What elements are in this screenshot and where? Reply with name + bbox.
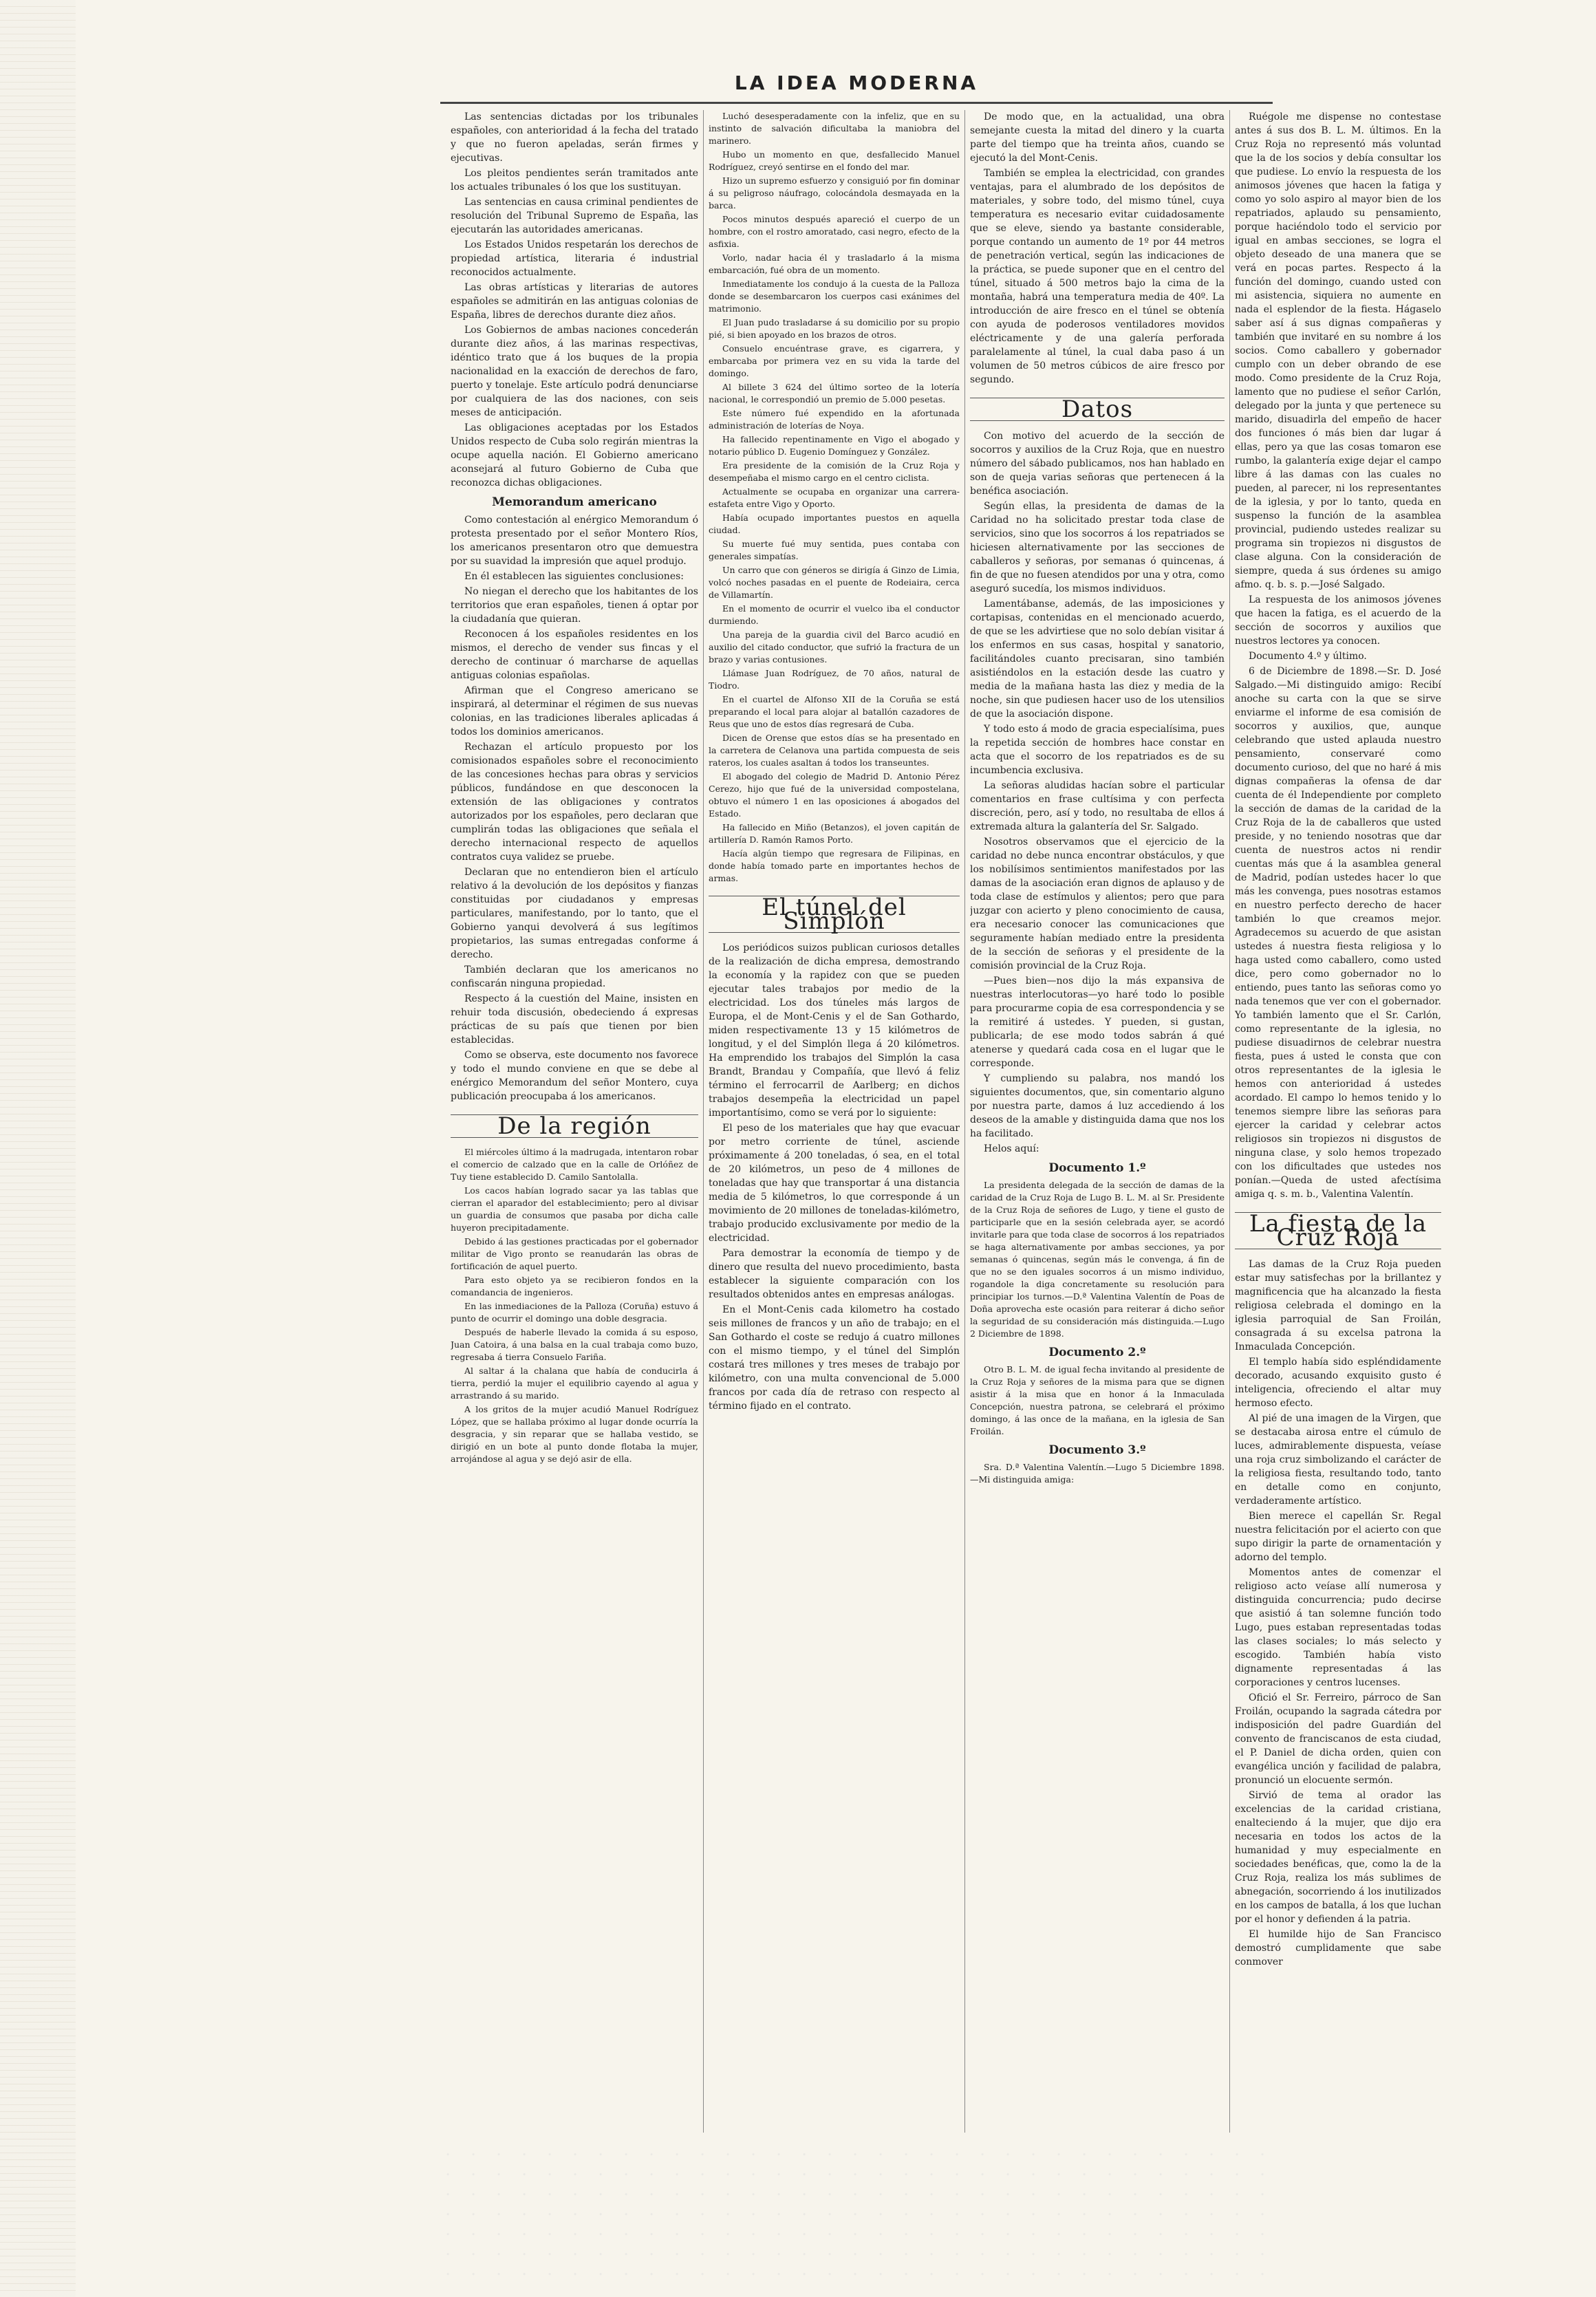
paragraph: Los cacos habían logrado sacar ya las tablas que cierran el aparador del establecimiento; pero al divisar un guardia de consumos que pasaba por dicha calle huyeron precipitadamente. (451, 1185, 698, 1233)
paragraph: Ha fallecido repentinamente en Vigo el abogado y notario público D. Eugenio Domínguez y González. (709, 434, 960, 457)
paragraph: Consuelo encuéntrase grave, es cigarrera, y embarcaba por primera vez en su vida la tarde del domingo. (709, 343, 960, 378)
paragraph: En él establecen las siguientes conclusiones: (464, 571, 684, 582)
col1-paragraphs (451, 110, 698, 490)
paragraph: Documento 4.º y último. (1249, 651, 1367, 662)
paragraph: Hacía algún tiempo que regresara de Filipinas, en donde había tomado parte en importantes hechos de armas. (709, 848, 960, 883)
column-divider (703, 110, 704, 2133)
paragraph: En las inmediaciones de la Palloza (Coruña) estuvo á punto de ocurrir el domingo una doble desgracia. (451, 1301, 698, 1324)
col1-region (451, 1146, 698, 1465)
col2-paragraphs (709, 110, 960, 885)
col4-paragraphs (1235, 110, 1441, 1201)
paragraph: Un carro que con géneros se dirigía á Ginzo de Limia, volcó noches pasadas en el puente de Rodeiaira, cerca de Villamartín. (709, 565, 960, 600)
doc3-title: Documento 3.º (1048, 1443, 1146, 1457)
paragraph: Para demostrar la economía de tiempo y de dinero que resulta del nuevo procedimiento, basta establecer la siguiente comparación con los resultados obtenidos antes en empresas análogas. (709, 1248, 960, 1300)
paragraph: El Juan pudo trasladarse á su domicilio por su propio pié, si bien apoyado en los brazos de otros. (709, 317, 960, 340)
doc2-title: Documento 2.º (1048, 1346, 1146, 1359)
doc2-text: Otro B. L. M. de igual fecha invitando al presidente de la Cruz Roja y señores de la misma para que se dignen asistir á la misa que en honor á la Inmaculada Concepción, nuestra patrona, se celebrará el próximo domingo, á las once de la mañana, en la iglesia de San Froilán. (970, 1364, 1225, 1436)
paragraph: Como se observa, este documento nos favorece y todo el mundo conviene en que se debe al enérgico Memorandum del señor Montero, cuya publicación preocupaba á los americanos. (451, 1050, 698, 1102)
paragraph: Llámase Juan Rodríguez, de 70 años, natural de Tiodro. (709, 668, 960, 691)
paragraph: Como contestación al enérgico Memorandum ó protesta presentado por el señor Montero Ríos, los americanos presentaron otro que demuestra por su suavidad la impresión que aquel produjo. (451, 515, 698, 567)
memorandum-heading: Memorandum americano (492, 495, 657, 509)
column-3 (970, 110, 1225, 2139)
paragraph: Lamentábanse, además, de las imposiciones y cortapisas, contenidas en el mencionado acuerdo, de que se les advirtiese que no solo debían visitar á los enfermos en sus casas, hospital y sanatorio, facilitándoles cuanto precisaran, sino también asistiéndolos en la estación desde las cuatro y media de la mañana hasta las diez y media de la noche, sin que pudiesen hacer uso de los utensilios de que la asociación dispone. (970, 598, 1225, 720)
paragraph: Al pié de una imagen de la Virgen, que se destacaba airosa entre el cúmulo de luces, admirablemente dispuesta, veíase una roja cruz simbolizando el carácter de la religiosa fiesta, resultando todo, tanto en detalle como en conjunto, verdaderamente artístico. (1235, 1413, 1441, 1507)
paragraph: La respuesta de los animosos jóvenes que hacen la fatiga, es el acuerdo de la sección de socorros y auxilios que nuestros lectores ya conocen. (1235, 594, 1441, 647)
paragraph: Nosotros observamos que el ejercicio de la caridad no debe nunca encontrar obstáculos, y que los nobilísimos sentimientos manifestados por las damas de la asociación eran dignos de aplauso y de toda clase de estímulos y alientos; pero que para juzgar con acierto y pleno conocimiento de causa, era necesario conocer las comunicaciones que seguramente habían mediado entre la presidenta de la sección de señoras y el presidente de la comisión provincial de la Cruz Roja. (970, 837, 1225, 971)
paragraph: En el momento de ocurrir el vuelco iba el conductor durmiendo. (709, 603, 960, 626)
paragraph: Los pleitos pendientes serán tramitados ante los actuales tribunales ó los que los sustituyan. (451, 168, 698, 193)
paragraph: Hubo un momento en que, desfallecido Manuel Rodríguez, creyó sentirse en el fondo del mar. (709, 149, 960, 172)
paragraph: Actualmente se ocupaba en organizar una carrera-estafeta entre Vigo y Oporto. (709, 486, 960, 509)
col4-fiesta (1235, 1258, 1441, 1969)
paragraph: A los gritos de la mujer acudió Manuel Rodríguez López, que se hallaba próximo al lugar donde ocurría la desgracia, y sin reparar que se hallaba vestido, se dirigió en un bote al punto donde flotaba la mujer, arrojándose al agua y se dejó asir de ella. (451, 1404, 698, 1464)
paragraph: Ha fallecido en Miño (Betanzos), el joven capitán de artillería D. Ramón Ramos Porto. (709, 822, 960, 845)
column-1 (451, 110, 698, 2139)
paragraph: —Pues bien—nos dijo la más expansiva de nuestras interlocutoras—yo haré todo lo posible para procurarme copia de esa correspondencia y se la remitiré á ustedes. Y pueden, si gustan, publicarla; de ese modo todos sabrán á qué atenerse y quedará cada cosa en el lugar que le corresponde. (970, 975, 1225, 1069)
header-rule (440, 102, 1273, 104)
paragraph: El miércoles último á la madrugada, intentaron robar el comercio de calzado que en la calle de Orlóñez de Tuy tiene establecido D. Camilo Santolalla. (451, 1147, 698, 1182)
paragraph: Afirman que el Congreso americano se inspirará, al determinar el régimen de sus nuevas colonias, en las tradiciones liberales aplicadas á todos los dominios americanos. (451, 685, 698, 737)
scan-noise (440, 2146, 1266, 2284)
paragraph: Y cumpliendo su palabra, nos mandó los siguientes documentos, que, sin comentario alguno por nuestra parte, damos á luz accediendo á los deseos de la amable y distinguida dama que nos los ha facilitado. (970, 1073, 1225, 1139)
col3-paragraphs (970, 110, 1225, 387)
paragraph: Al saltar á la chalana que había de conducirla á tierra, perdió la mujer el equilibrio cayendo al agua y arrastrando á su marido. (451, 1366, 698, 1401)
paragraph: Con motivo del acuerdo de la sección de socorros y auxilios de la Cruz Roja, que en nuestro número del sábado publicamos, nos han hablado en son de queja varias señoras que pertenecen á la benéfica asociación. (970, 431, 1225, 497)
paragraph: De modo que, en la actualidad, una obra semejante cuesta la mitad del dinero y la cuarta parte del tiempo que ha treinta años, cuando se ejecutó la del Mont-Cenis. (970, 111, 1225, 164)
paragraph: Este número fué expendido en la afortunada administración de loterías de Noya. (709, 408, 960, 431)
paragraph: También declaran que los americanos no confiscarán ninguna propiedad. (451, 964, 698, 989)
paragraph: Rechazan el artículo propuesto por los comisionados españoles sobre el reconocimiento de las concesiones hechas para obras y servicios públicos, fundándose en que desconocen la extensión de las obligaciones y contratos autorizados por los españoles, pero declaran que cumplirán todas las obligaciones que señala el derecho internacional respecto de aquellos contratos cuya validez se pruebe. (451, 742, 698, 863)
paragraph: No niegan el derecho que los habitantes de los territorios que eran españoles, tienen á optar por la ciudadanía que quieran. (451, 586, 698, 625)
paragraph: El humilde hijo de San Francisco demostró cumplidamente que sabe conmover (1235, 1929, 1441, 1967)
region-heading: De la región (451, 1114, 698, 1138)
paragraph: Helos aquí: (984, 1143, 1039, 1154)
col1-memorandum (451, 513, 698, 1103)
paragraph: Debido á las gestiones practicadas por el gobernador militar de Vigo pronto se reanudarán las obras de fortificación de aquel puerto. (451, 1236, 698, 1271)
paragraph: En el cuartel de Alfonso XII de la Coruña se está preparando el local para alojar al batallón cazadores de Reus que uno de estos días regresará de Cuba. (709, 694, 960, 729)
scan-edge (0, 0, 76, 2297)
paragraph: Era presidente de la comisión de la Cruz Roja y desempeñaba el mismo cargo en el centro ciclista. (709, 460, 960, 483)
column-divider (1229, 110, 1230, 2133)
paragraph: Dicen de Orense que estos días se ha presentado en la carretera de Celanova una partida compuesta de seis rateros, los cuales asaltan á todos los transeuntes. (709, 733, 960, 768)
paragraph: Momentos antes de comenzar el religioso acto veíase allí numerosa y distinguida concurrencia; pudo decirse que asistió á tan solemne función todo Lugo, pues estaban representadas todas las clases sociales; lo más selecto y escogido. También había visto dignamente representadas á las corporaciones y centros lucenses. (1235, 1567, 1441, 1688)
paragraph: Ofició el Sr. Ferreiro, párroco de San Froilán, ocupando la sagrada cátedra por indisposición del padre Guardián del convento de franciscanos de esta ciudad, el P. Daniel de dicha orden, quien con evangélica unción y facilidad de palabra, pronunció un elocuente sermón. (1235, 1692, 1441, 1786)
paragraph: Vorlo, nadar hacia él y trasladarlo á la misma embarcación, fué obra de un momento. (709, 252, 960, 275)
paragraph: Las obras artísticas y literarias de autores españoles se admitirán en las antiguas colonias de España, libres de derechos durante diez años. (451, 282, 698, 321)
paragraph: Reconocen á los españoles residentes en los mismos, el derecho de vender sus fincas y el derecho de continuar ó marcharse de aquellas antiguas colonias españolas. (451, 629, 698, 681)
paragraph: En el Mont-Cenis cada kilometro ha costado seis millones de francos y un año de trabajo; en el San Gothardo el coste se redujo á cuatro millones con el mismo tiempo, y el túnel del Simplón costará tres millones y tres meses de trabajo por kilómetro, con una multa convencional de 5.000 francos por cada día de retraso con respecto al término fijado en el contrato. (709, 1304, 960, 1412)
paragraph: Las sentencias dictadas por los tribunales españoles, con anterioridad á la fecha del tratado y que no fueron apeladas, serán firmes y ejecutivas. (451, 111, 698, 164)
paragraph: Según ellas, la presidenta de damas de la Caridad no ha solicitado prestar toda clase de servicios, sino que los socorros á los repatriados se hiciesen alternativamente por las secciones de caballeros y señoras, por semanas ó quincenas, á fin de que no fuesen atendidos por una y otra, como aseguró sucedía, los mismos individuos. (970, 501, 1225, 594)
masthead: LA IDEA MODERNA (734, 72, 979, 94)
paragraph: Respecto á la cuestión del Maine, insisten en rehuir toda discusión, obedeciendo á expresas prácticas de su país que tienen por bien establecidas. (451, 993, 698, 1046)
fiesta-heading: La fiesta de la Cruz Roja (1235, 1212, 1441, 1249)
col2-tunnel (709, 941, 960, 1413)
paragraph: Al billete 3 624 del último sorteo de la lotería nacional, le correspondió un premio de 5.000 pesetas. (709, 382, 960, 405)
paragraph: El peso de los materiales que hay que evacuar por metro corriente de túnel, asciende próximamente á 200 toneladas, ó sea, en el total de 20 kilómetros, un peso de 4 millones de toneladas que hay que transportar á una distancia media de 5 kilómetros, lo que corresponde á un movimiento de 20 millones de toneladas-kilómetro, trabajo producido exclusivamente por medio de la electricidad. (709, 1123, 960, 1244)
paragraph: Hizo un supremo esfuerzo y consiguió por fin dominar á su peligroso náufrago, colocándola desmayada en la barca. (709, 175, 960, 211)
paragraph: La señoras aludidas hacían sobre el particular comentarios en frase cultísima y con perfecta discreción, pero, así y todo, no resultaba de ellos á extremada altura la galantería del Sr. Salgado. (970, 780, 1225, 832)
paragraph: También se emplea la electricidad, con grandes ventajas, para el alumbrado de los depósitos de materiales, y sobre todo, del mismo túnel, cuya temperatura es necesario evitar cuidadosamente que se eleve, siendo ya bastante considerable, porque contando un aumento de 1º por 44 metros de penetración vertical, según las indicaciones de la práctica, se puede suponer que en el centro del túnel, situado á 500 metros bajo la cima de la montaña, habrá una temperatura media de 40º. La introducción de aire fresco en el túnel se obtenía con ayuda de poderosos ventiladores movidos eléctricamente y de una galería perforada paralelamente al túnel, la cual daba paso á un volumen de 50 metros cúbicos de aire fresco por segundo. (970, 168, 1225, 385)
paragraph: Los Estados Unidos respetarán los derechos de propiedad artística, literaria é industrial reconocidos actualmente. (451, 239, 698, 278)
paragraph: Para esto objeto ya se recibieron fondos en la comandancia de ingenieros. (451, 1275, 698, 1297)
paragraph: Pocos minutos después apareció el cuerpo de un hombre, con el rostro amoratado, casi negro, efecto de la asfixia. (709, 214, 960, 249)
simplon-heading: El túnel del Simplón (709, 896, 960, 933)
paragraph: Una pareja de la guardia civil del Barco acudió en auxilio del citado conductor, que sufrió la fractura de un brazo y varias contusiones. (709, 629, 960, 665)
paragraph: Después de haberle llevado la comida á su esposo, Juan Catoira, á una balsa en la cual trabaja como buzo, regresaba á tierra Consuelo Fariña. (451, 1327, 698, 1362)
paragraph: Los periódicos suizos publican curiosos detalles de la realización de dicha empresa, demostrando la economía y la rapidez con que se pueden ejecutar tales trabajos por medio de la electricidad. Los dos túneles más largos de Europa, el de Mont-Cenis y el de San Gothardo, miden respectivamente 13 y 15 kilómetros de longitud, y el del Simplón llega á 20 kilómetros. Ha emprendido los trabajos del Simplón la casa Brandt, Brandau y Compañía, que llevó á feliz término el ferrocarril de Aarlberg; en dichos trabajos desempeña la electricidad un papel importantísimo, como se verá por lo siguiente: (709, 942, 960, 1119)
paragraph: Los Gobiernos de ambas naciones concederán durante diez años, á las marinas respectivas, idéntico trato que á los buques de la propia nacionalidad en la exacción de derechos de faro, puerto y tonelaje. Este artículo podrá denunciarse por cualquiera de las dos naciones, con seis meses de anticipación. (451, 325, 698, 418)
paragraph: Ruégole me dispense no contestase antes á sus dos B. L. M. últimos. En la Cruz Roja no representó más voluntad que la de los socios y debía consultar los que pudiese. Lo envío la respuesta de los animosos jóvenes que hacen la fatiga y como yo solo aspiro al mayor bien de los repatriados, aplaudo su pensamiento, porque haciéndolo todo el servicio por igual en ambas secciones, se logra el objeto deseado de una manera que se verá en pocas partes. Respecto á la función del domingo, cuando usted con mi asistencia, siquiera no aumente en nada el esplendor de la fiesta. Hágaselo saber así á sus dignas compañeras y también que invitaré en su nombre á los socios. Como caballero y gobernador cumplo con un deber obrando de ese modo. Como presidente de la Cruz Roja, lamento que no pudiese el señor Carlón, delegado por la junta y que pertenece su marido, disuadirla del empeño de hacer dos funciones ó más bien dar lugar á ellas, pero ya que las cosas tomaron ese rumbo, la galantería exige dejar el campo libre á las damas con las cuales no pueden, al parecer, ni los representantes de la iglesia, y por lo tanto, queda en suspenso la función de la asamblea provincial, pudiendo ustedes realizar su programa sin tropiezos ni disgustos de clase alguna. Con la consideración de siempre, queda á sus órdenes su amigo afmo. q. b. s. p.—José Salgado. (1235, 111, 1441, 590)
paragraph: Las sentencias en causa criminal pendientes de resolución del Tribunal Supremo de España, las ejecutarán las autoridades americanas. (451, 197, 698, 235)
paragraph: Bien merece el capellán Sr. Regal nuestra felicitación por el acierto con que supo dirigir la parte de ornamentación y adorno del templo. (1235, 1511, 1441, 1563)
paragraph: Luchó desesperadamente con la infeliz, que en su instinto de salvación dificultaba la maniobra del marinero. (709, 111, 960, 146)
paragraph: Declaran que no entendieron bien el artículo relativo á la devolución de los depósitos y fianzas constituidas por ciudadanos y empresas particulares, manifestando, por lo tanto, que el Gobierno yanqui devolverá á sus legítimos propietarios, las sumas entregadas conforme á derecho. (451, 867, 698, 960)
paragraph: Su muerte fué muy sentida, pues contaba con generales simpatías. (709, 539, 960, 561)
datos-heading: Datos (970, 398, 1225, 421)
paragraph: 6 de Diciembre de 1898.—Sr. D. José Salgado.—Mi distinguido amigo: Recibí anoche su carta con la que se sirve enviarme el informe de esa comisión de socorros y auxilios, que, aunque celebrando que usted aplauda nuestro pensamiento, conservaré como documento curioso, del que no haré á mis dignas compañeras la ofensa de dar cuenta de él Independiente por completo la sección de damas de la caridad de la Cruz Roja de la de caballeros que usted preside, y no teniendo nosotras que dar cuenta de nuestros actos ni rendir cuentas más que á la asamblea general de Madrid, podían ustedes hacer lo que más les convenga, pues nosotras estamos en nuestro perfecto derecho de hacer también lo que creamos mejor. Agradecemos su acuerdo de que asistan ustedes á nuestra fiesta religiosa y lo haga usted como caballero, como usted dice, pero como gobernador no lo entiendo, pues tanto las señoras como yo nada tenemos que ver con el gobernador. Yo también lamento que el Sr. Carlón, como representante de la iglesia, no pudiese disuadirnos de celebrar nuestra fiesta, pues á usted le consta que con otros representantes de la iglesia le hemos con anterioridad á ustedes acordado. El campo lo hemos tenido y lo tenemos siempre libre las señoras para ejercer la caridad y celebrar actos religiosos sin tropiezos ni disgustos de ninguna clase, y solo hemos tropezado con los dificultades que ustedes nos ponían.—Queda de usted afectísima amiga q. s. m. b., Valentina Valentín. (1235, 666, 1441, 1200)
column-divider (964, 110, 965, 2133)
column-2 (709, 110, 960, 2139)
paragraph: Las damas de la Cruz Roja pueden estar muy satisfechas por la brillantez y magnificencia que ha alcanzado la fiesta religiosa celebrada el domingo en la iglesia parroquial de San Froilán, consagrada á su excelsa patrona la Inmaculada Concepción. (1235, 1259, 1441, 1352)
paragraph: El abogado del colegio de Madrid D. Antonio Pérez Cerezo, hijo que fué de la universidad compostelana, obtuvo el número 1 en las oposiciones á abogados del Estado. (709, 771, 960, 819)
paragraph: Inmediatamente los condujo á la cuesta de la Palloza donde se desembarcaron los cuerpos casi exánimes del matrimonio. (709, 279, 960, 314)
paragraph: El templo había sido espléndidamente decorado, acusando exquisito gusto é inteligencia, ofreciendo el altar muy hermoso efecto. (1235, 1357, 1441, 1409)
paragraph: Había ocupado importantes puestos en aquella ciudad. (709, 513, 960, 535)
doc1-title: Documento 1.º (1048, 1161, 1146, 1175)
doc3-text: Sra. D.ª Valentina Valentín.—Lugo 5 Diciembre 1898.—Mi distinguida amiga: (970, 1462, 1225, 1485)
col3-datos (970, 429, 1225, 1156)
column-4 (1235, 110, 1441, 2139)
doc1-text: La presidenta delegada de la sección de damas de la caridad de la Cruz Roja de Lugo B. L. M. al Sr. Presidente de la Cruz Roja de señores de Lugo, y tiene el gusto de participarle que en la sesión celebrada ayer, se acordó invitarle para que toda clase de socorros á los repatriados se haga alternativamente por ambas secciones, ya por semanas ó quincenas, según más le convenga, á fin de que no se den iguales socorros á un mismo individuo, rogandole la diga concretamente su resolución para principiar los turnos.—D.ª Valentina Valentín de Poas de Doña aprovecha este ocasión para reiterar á dicho señor la seguridad de su consideración más distinguida.—Lugo 2 Diciembre de 1898. (970, 1180, 1225, 1339)
paragraph: Las obligaciones aceptadas por los Estados Unidos respecto de Cuba solo regirán mientras la ocupe aquella nación. El Gobierno americano aconsejará al futuro Gobierno de Cuba que reconozca dichas obligaciones. (451, 422, 698, 488)
paragraph: Sirvió de tema al orador las excelencias de la caridad cristiana, enalteciendo á la mujer, que dijo era necesaria en todos los actos de la humanidad y muy especialmente en sociedades benéficas, que, como la de la Cruz Roja, realiza los más sublimes de abnegación, socorriendo á los inutilizados en los campos de batalla, á los que luchan por el honor y defienden á la patria. (1235, 1790, 1441, 1925)
paragraph: Y todo esto á modo de gracia especialísima, pues la repetida sección de hombres hace constar en acta que el socorro de los repatriados es de su incumbencia exclusiva. (970, 724, 1225, 776)
